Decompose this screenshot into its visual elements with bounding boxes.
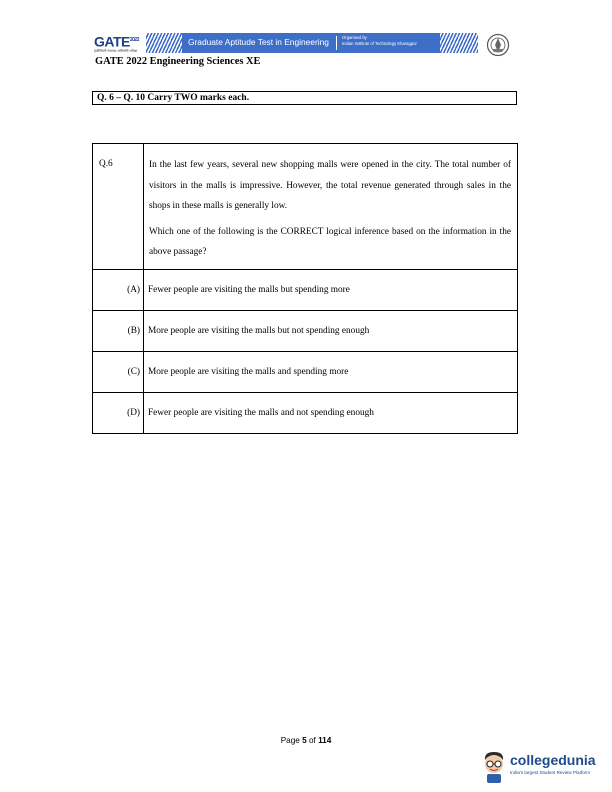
option-row: [93, 310, 518, 351]
collegedunia-watermark: [478, 750, 608, 786]
page-prefix: Page: [280, 736, 303, 745]
section-heading: Q. 6 – Q. 10 Carry TWO marks each.: [97, 93, 250, 103]
option-label: (C): [93, 351, 144, 392]
paper-title: GATE 2022 Engineering Sciences XE: [95, 56, 261, 67]
gate-logo-text: GATE: [94, 33, 130, 50]
option-text: More people are visiting the malls but not spending enough: [144, 310, 518, 351]
page-total: 114: [318, 736, 332, 745]
banner-organizer: [342, 35, 417, 47]
gate-logo-subtitle: इंजीनियरी स्नातक अभिरुचि परीक्षा: [94, 48, 138, 53]
option-label: (A): [93, 269, 144, 310]
iit-emblem-icon: [486, 33, 510, 57]
header-banner: [146, 33, 478, 53]
page-number: [0, 736, 612, 745]
option-label: (D): [93, 392, 144, 433]
option-row: [93, 351, 518, 392]
option-label: (B): [93, 310, 144, 351]
option-text: Fewer people are visiting the malls and not spending enough: [144, 392, 518, 433]
option-row: [93, 392, 518, 433]
section-heading-box: [92, 91, 517, 105]
option-text: Fewer people are visiting the malls but spending more: [144, 269, 518, 310]
gate-logo-year: 2022: [129, 37, 139, 43]
question-prompt: Which one of the following is the CORRECT logical inference based on the information in the above passage?: [149, 226, 511, 257]
question-passage: In the last few years, several new shopping malls were opened in the city. The total number of visitors in the malls is impressive. However, the total revenue generated through sales in the shops in these malls is generally low.: [149, 160, 511, 211]
question-number: Q.6: [93, 144, 144, 270]
option-row: [93, 269, 518, 310]
question-body: [144, 144, 518, 270]
question-table: [92, 143, 518, 434]
mascot-icon: [480, 750, 508, 784]
organizer-name: Indian Institute of Technology Kharagpur: [342, 41, 417, 46]
organized-by-label: Organised by: [342, 35, 367, 40]
question-row: [93, 144, 518, 270]
collegedunia-tagline: India's largest Student Review Platform: [510, 770, 591, 775]
page-current: 5: [302, 736, 307, 745]
collegedunia-brand: collegedunia: [510, 752, 596, 768]
page-of: of: [306, 736, 319, 745]
banner-separator: [336, 36, 337, 50]
banner-title: Graduate Aptitude Test in Engineering: [188, 37, 329, 47]
option-text: More people are visiting the malls and spending more: [144, 351, 518, 392]
